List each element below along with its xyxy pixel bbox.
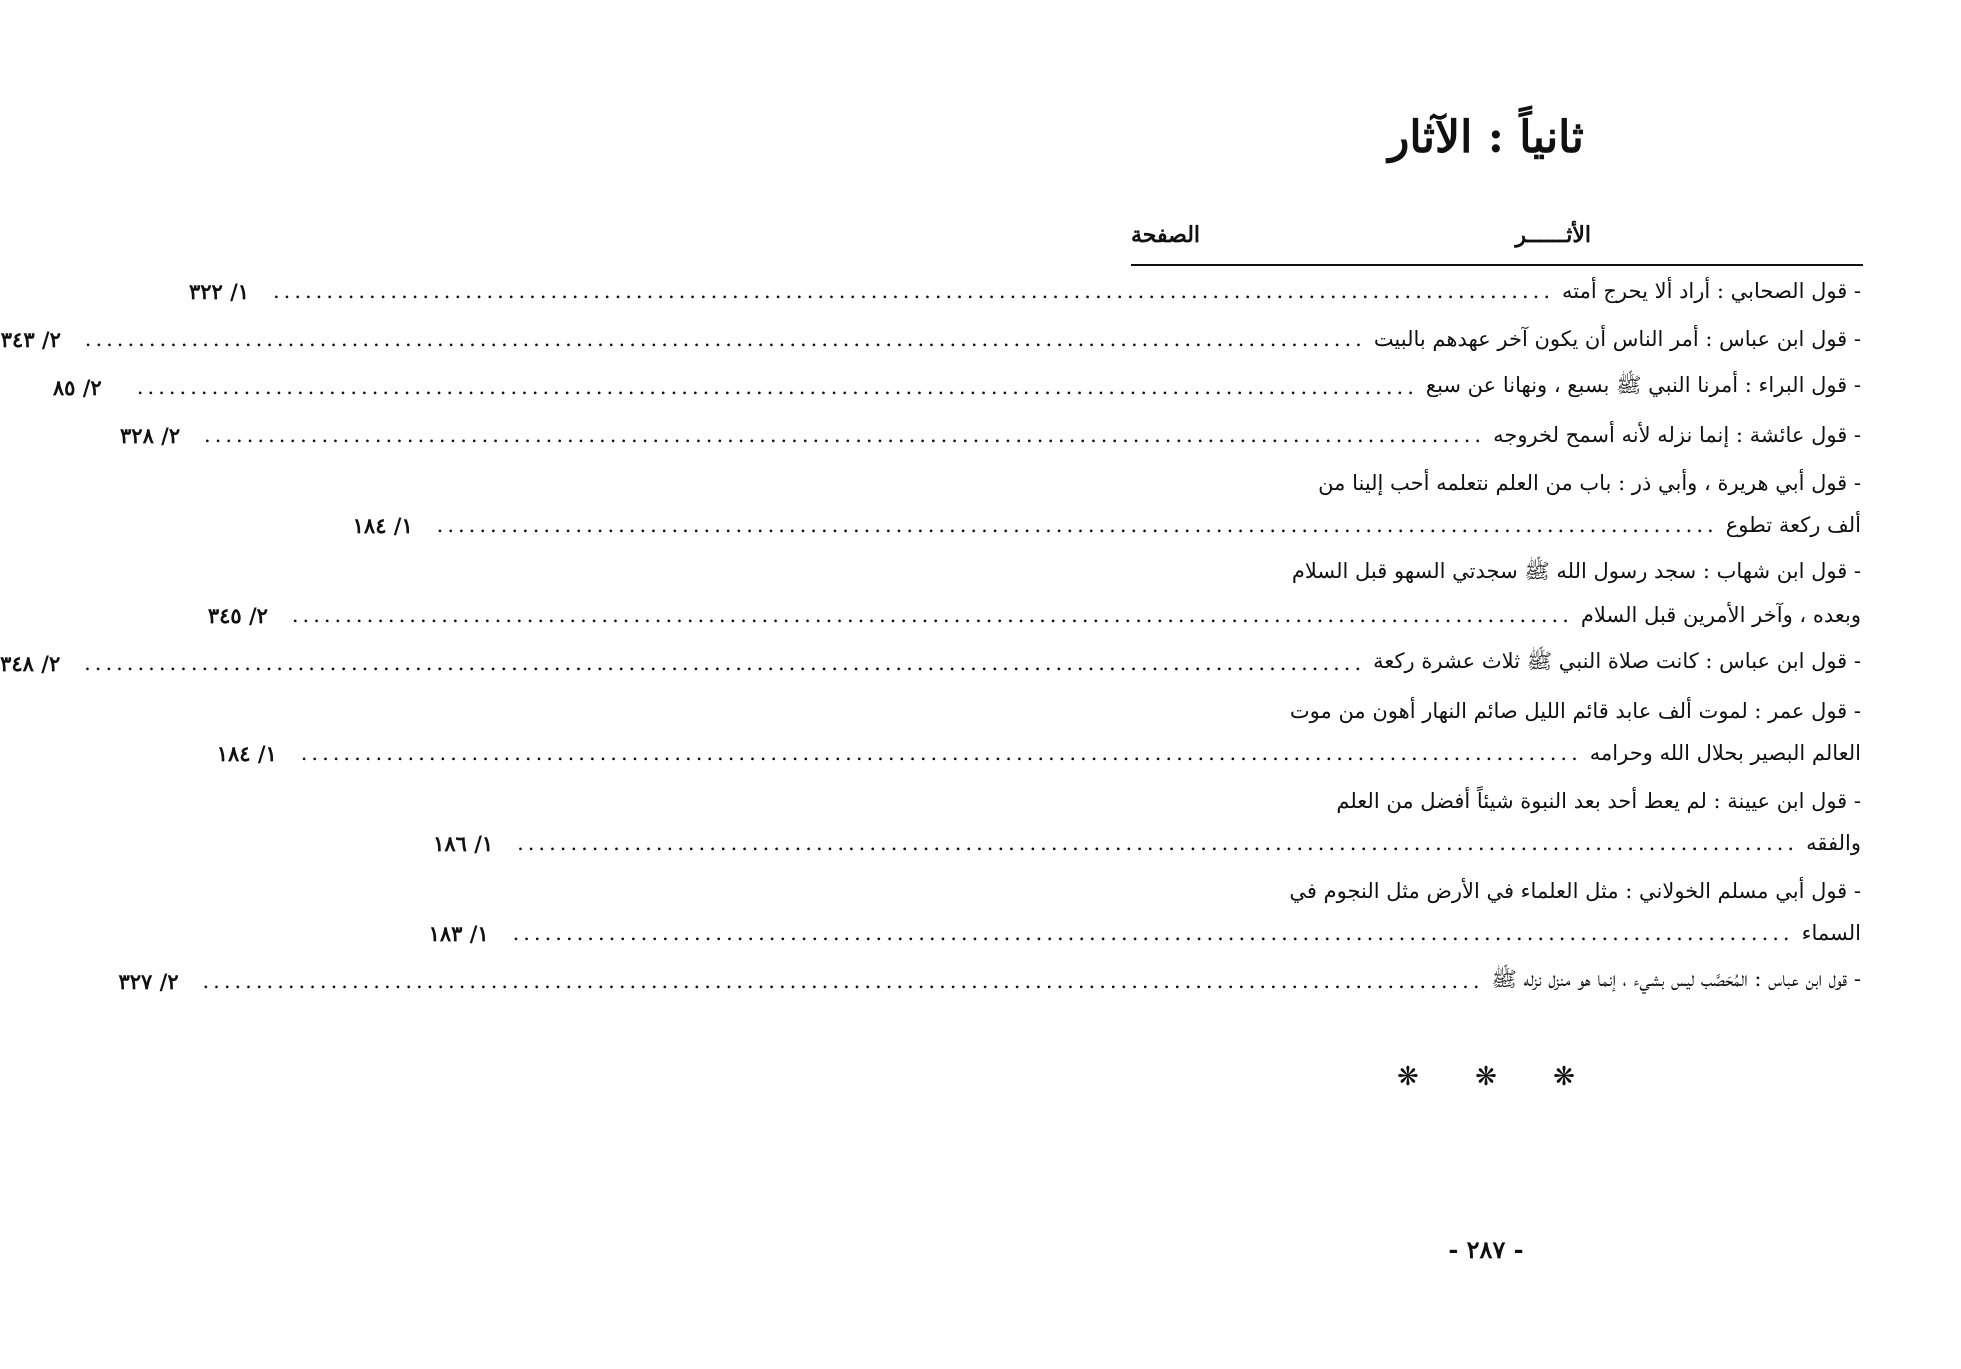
entry-line	[1131, 870, 1861, 912]
entry-text: - قول ابن عباس : أمر الناس أن يكون آخر عهدهم بالبيت	[1373, 327, 1861, 351]
entry-line	[352, 504, 1861, 546]
page-reference: ١/ ١٨٣	[428, 920, 489, 946]
section-end-ornaments	[1011, 1062, 1961, 1092]
entry-text: - قول ابن شهاب : سجد رسول الله ﷺ سجدتي السهو قبل السلام	[1291, 558, 1861, 583]
dot-leader: ........................................................................................................................	[517, 831, 1799, 855]
entry-text-continuation: والفقه	[1806, 831, 1861, 855]
entry-text-continuation: العالم البصير بحلال الله وحرامه	[1589, 741, 1861, 765]
athar-index-list	[0, 270, 1861, 1008]
entry-text: - قول أبي مسلم الخولاني : مثل العلماء في الأرض مثل النجوم في	[1289, 879, 1861, 903]
dot-leader: ........................................................................................................................	[84, 651, 1366, 675]
entry-text: - قول ابن عباس : المُحَصَّب ليس بشيء ، إنما هو منزل نزله ﷺ	[1491, 966, 1861, 991]
list-item	[433, 780, 1861, 864]
list-item	[216, 690, 1861, 774]
entry-text: - قول ابن عيينة : لم يعط أحد بعد النبوة شيئاً أفضل من العلم	[1336, 789, 1861, 813]
entry-line	[118, 960, 1861, 1002]
page-number: - ٢٨٧ -	[1448, 1235, 1524, 1264]
page-reference: ٢/ ٨٥	[52, 374, 102, 400]
entry-text: - قول الصحابي : أراد ألا يحرج أمته	[1562, 279, 1861, 303]
column-headers	[1131, 222, 1861, 262]
header-divider	[1131, 264, 1863, 266]
dot-leader: ........................................................................................................................	[436, 513, 1718, 537]
dot-leader: ........................................................................................................................	[291, 603, 1573, 627]
page-reference: ٢/ ٣٤٣	[0, 326, 61, 352]
page-reference: ٢/ ٣٢٨	[120, 422, 181, 448]
entry-line	[1131, 462, 1861, 504]
entry-line	[52, 366, 1861, 408]
entry-column-header: الأثــــــر	[1515, 222, 1591, 248]
entry-line	[207, 594, 1861, 636]
entry-line	[120, 414, 1861, 456]
entry-text: - قول عمر : لموت ألف عابد قائم الليل صائم النهار أهون من موت	[1289, 699, 1861, 723]
entry-line	[188, 270, 1861, 312]
entry-line	[0, 318, 1861, 360]
entry-text-continuation: وبعده ، وآخر الأمرين قبل السلام	[1580, 603, 1861, 627]
page-reference: ٢/ ٣٤٥	[207, 602, 268, 628]
page-reference: ١/ ١٨٦	[433, 830, 494, 856]
entry-line	[1131, 690, 1861, 732]
page-reference: ٢/ ٣٢٧	[118, 968, 179, 994]
entry-line	[216, 732, 1861, 774]
page-reference: ١/ ١٨٤	[352, 512, 413, 538]
dot-leader: ........................................................................................................................	[512, 921, 1794, 945]
dot-leader: ........................................................................................................................	[300, 741, 1582, 765]
entry-text: - قول أبي هريرة ، وأبي ذر : باب من العلم نتعلمه أحب إلينا من	[1318, 471, 1861, 495]
dot-leader: ........................................................................................................................	[204, 423, 1486, 447]
list-item	[188, 270, 1861, 312]
entry-text-continuation: ألف ركعة تطوع	[1725, 513, 1861, 537]
dot-leader: ........................................................................................................................	[202, 969, 1484, 993]
page-title: ثانياً : الآثار	[1388, 112, 1584, 163]
asterism-icon: ❋	[1397, 1062, 1419, 1092]
list-item	[0, 642, 1861, 684]
list-item	[352, 462, 1861, 546]
list-item	[428, 870, 1861, 954]
entry-text: - قول ابن عباس : كانت صلاة النبي ﷺ ثلاث عشرة ركعة	[1373, 648, 1861, 673]
entry-text: - قول عائشة : إنما نزله لأنه أسمح لخروجه	[1493, 423, 1861, 447]
page-reference: ٢/ ٣٤٨	[0, 650, 61, 676]
dot-leader: ........................................................................................................................	[84, 327, 1366, 351]
entry-line	[428, 912, 1861, 954]
list-item	[207, 552, 1861, 636]
list-item	[52, 366, 1861, 408]
list-item	[120, 414, 1861, 456]
list-item	[118, 960, 1861, 1002]
entry-line	[1131, 552, 1861, 594]
entry-line	[1131, 780, 1861, 822]
page-reference: ١/ ١٨٤	[216, 740, 277, 766]
dot-leader: ........................................................................................................................	[136, 375, 1418, 399]
list-item	[0, 318, 1861, 360]
page-column-header: الصفحة	[1131, 222, 1201, 248]
entry-line	[433, 822, 1861, 864]
dot-leader: ........................................................................................................................	[272, 279, 1555, 303]
asterism-icon: ❋	[1553, 1062, 1575, 1092]
entry-text: - قول البراء : أمرنا النبي ﷺ بسبع ، ونهانا عن سبع	[1425, 372, 1861, 397]
entry-line	[0, 642, 1861, 684]
asterism-icon: ❋	[1475, 1062, 1497, 1092]
page-reference: ١/ ٣٢٢	[188, 278, 250, 304]
entry-text-continuation: السماء	[1801, 921, 1861, 945]
